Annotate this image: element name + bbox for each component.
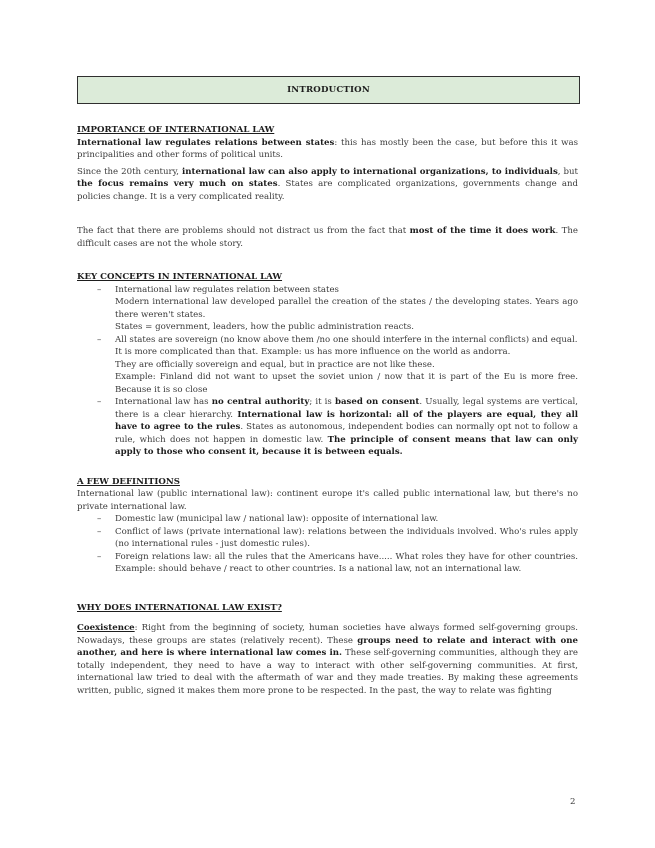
underlined-term: Coexistence — [77, 623, 135, 633]
text: The fact that there are problems should not distract us from the fact that — [77, 226, 410, 236]
definitions-list — [77, 513, 578, 576]
text: . The difficult cases are not the whole story. — [77, 226, 578, 249]
list-item-subtext: Modern international law developed parallel the creation of the states / the developing states. Years ago there weren't states. — [115, 297, 578, 320]
list-item-subtext: States = government, leaders, how the public administration reacts. — [115, 322, 414, 332]
paragraph-importance-2 — [77, 166, 578, 204]
text: Since the 20th century, — [77, 166, 183, 177]
list-item-subtext: It is more complicated than that. Example: us has more influence on the world as andorra. — [115, 347, 511, 357]
bold-text: International law is horizontal: all of the players are equal, they all have to agree to the rules — [115, 409, 579, 432]
text: International law has — [115, 397, 212, 407]
bold-text: no central authority — [211, 397, 310, 407]
list-item: – Conflict of laws (private international law): relations between the individuals involved. Who's rules apply (no international rules - just domestic rules). — [77, 526, 578, 551]
bold-text: groups need to relate and interact with one another, and here is where international law comes in. — [77, 635, 578, 658]
text: , but — [557, 166, 578, 177]
page-number: 2 — [570, 797, 576, 807]
text: ; it is — [309, 397, 335, 407]
paragraph-importance-1 — [77, 137, 578, 162]
section-title-box — [77, 76, 580, 104]
list-item — [77, 396, 578, 459]
heading-definitions: A FEW DEFINITIONS — [77, 476, 180, 487]
list-item — [77, 334, 578, 397]
document-body — [77, 124, 578, 697]
list-item: – Foreign relations law: all the rules that the Americans have..... What roles they have for other countries. Example: should behave / react to other countries. Is a national law, not an international law. — [77, 551, 578, 576]
text: These self-governing communities, although they are totally independent, they need to have a way to interact with other self-governing communities. At first, international law tried to deal with the aftermath of war and they made treaties. By making these agreements written, public, signed it makes them more prone to be respected. In the past, the way to relate was fighting — [77, 648, 578, 696]
list-item: – Domestic law (municipal law / national law): opposite of international law. — [77, 513, 578, 526]
heading-importance: IMPORTANCE OF INTERNATIONAL LAW — [77, 125, 275, 135]
paragraph-definitions: International law (public international law): continent europe it's called public international law, but there's no private international law. — [77, 489, 578, 512]
list-item-text: – All states are sovereign (no know above them /no one should interfere in the internal conflicts) and equal. — [115, 334, 578, 345]
heading-why-exist: WHY DOES INTERNATIONAL LAW EXIST? — [77, 602, 282, 613]
paragraph-coexistence — [77, 622, 578, 697]
list-item-subtext: They are officially sovereign and equal, but in practice are not like these. — [115, 359, 435, 370]
text: : this has mostly been the case, but before this it was principalities and other forms of political units. — [77, 137, 578, 160]
key-concepts-list — [77, 284, 578, 459]
bold-text: based on consent — [334, 397, 420, 407]
list-item — [77, 284, 578, 334]
section-title: INTRODUCTION — [287, 84, 370, 95]
text: . States as autonomous, independent bodies can normally opt not to follow a rule, which does not happen in domestic law. — [115, 422, 579, 445]
bold-text: international law can also apply to international organizations, to individuals — [182, 166, 558, 177]
bold-text: International law regulates relations between states — [77, 137, 335, 148]
text: : Right from the beginning of society, human societies have always formed self-governing groups. Nowadays, these groups are states (relatively recent). These — [77, 623, 578, 646]
bold-text: the focus remains very much on states — [77, 179, 278, 189]
heading-key-concepts: KEY CONCEPTS IN INTERNATIONAL LAW — [77, 272, 283, 282]
bold-text: The principle of consent means that law can only apply to those who consent it, because it is between equals. — [115, 434, 578, 457]
list-item-text: – International law regulates relation between states — [115, 284, 339, 295]
text: . Usually, legal systems are vertical, there is a clear hierarchy. — [115, 397, 579, 420]
paragraph-importance-3 — [77, 225, 578, 250]
text: . States are complicated organizations, governments change and policies change. It is a very complicated reality. — [77, 179, 579, 202]
list-item-subtext: Example: Finland did not want to upset the soviet union / now that it is part of the Eu is more free. Because it is so close — [115, 372, 578, 395]
bold-text: most of the time it does work — [409, 226, 556, 236]
